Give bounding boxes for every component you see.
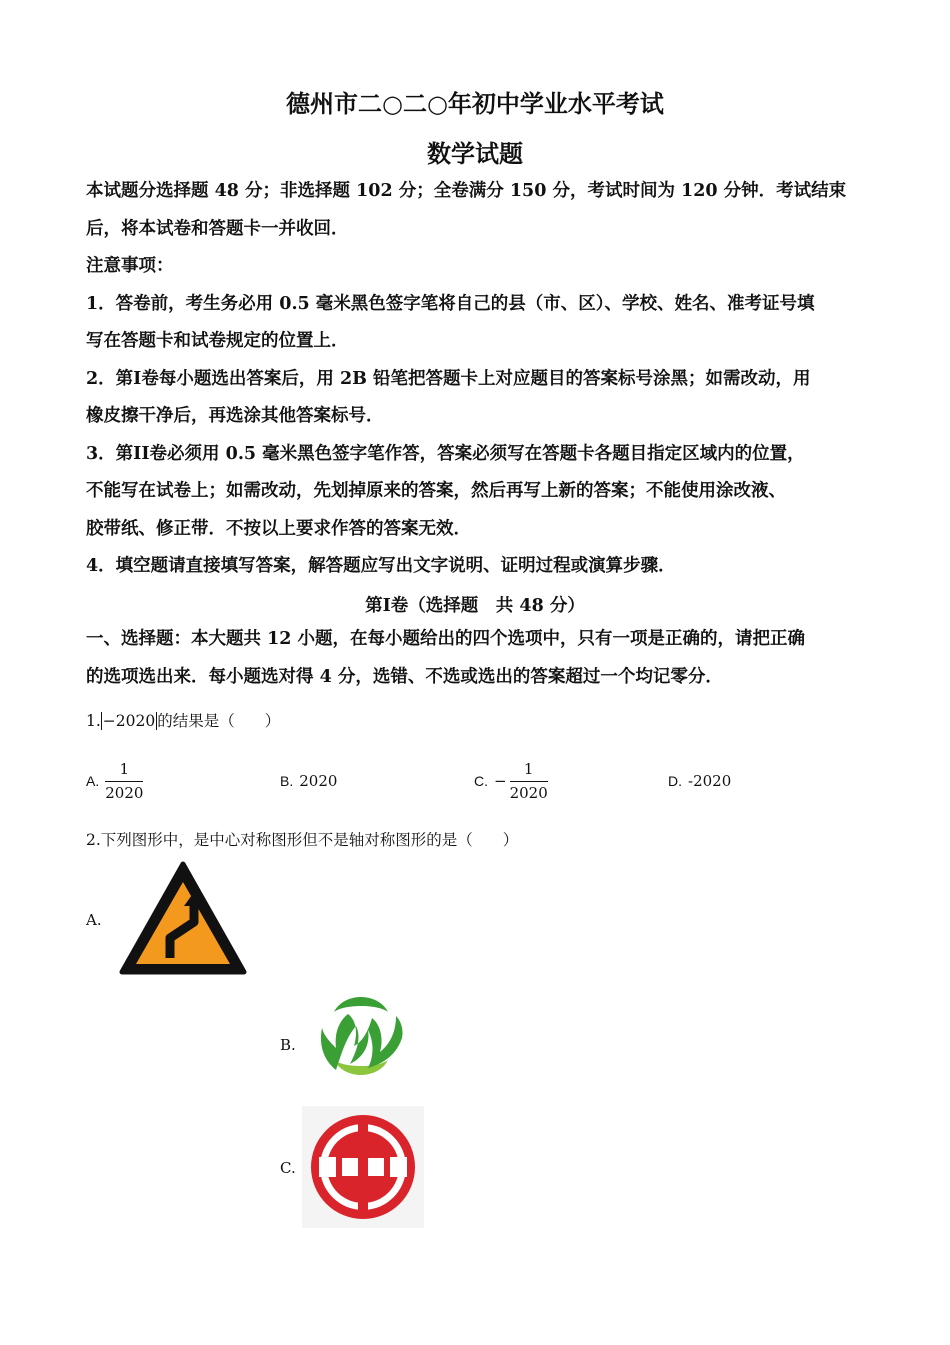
- absolute-value: −2020: [102, 712, 156, 730]
- option-letter: C.: [474, 773, 488, 789]
- q1-option-c[interactable]: [474, 760, 548, 802]
- q2-option-b-label[interactable]: B.: [280, 1036, 296, 1054]
- option-value: 2020: [299, 772, 338, 790]
- numerator: 1: [119, 760, 130, 778]
- note-1-line: 1．答卷前，考生务必用 0.5 毫米黑色签字笔将自己的县（市、区）、学校、姓名、准考证号填: [86, 293, 815, 314]
- numerator: 1: [523, 760, 534, 778]
- exam-title: 德州市二○二○年初中学业水平考试: [286, 89, 664, 118]
- q1-option-d[interactable]: [668, 772, 731, 790]
- q2-option-c-label[interactable]: C.: [280, 1159, 296, 1177]
- fraction: [105, 760, 143, 802]
- note-2-line: 橡皮擦干净后，再选涂其他答案标号．: [86, 406, 384, 426]
- note-3-line: 不能写在试卷上；如需改动，先划掉原来的答案，然后再写上新的答案；不能使用涂改液、: [86, 481, 786, 501]
- exam-subtitle: 数学试题: [427, 139, 523, 168]
- note-3-line: 胶带纸、修正带．不按以上要求作答的答案无效．: [86, 518, 471, 539]
- question-close: ）: [264, 712, 281, 730]
- note-4-line: 4．填空题请直接填写答案，解答题应写出文字说明、证明过程或演算步骤．: [86, 556, 676, 576]
- q2-option-a-label[interactable]: A.: [86, 911, 102, 929]
- q1-option-a[interactable]: [86, 760, 143, 802]
- option-letter: B.: [280, 773, 294, 789]
- question-1: [86, 709, 280, 731]
- notice-heading: 注意事项：: [86, 256, 174, 276]
- question-2: [86, 828, 518, 850]
- denominator: 2020: [105, 784, 144, 802]
- fraction: [510, 760, 548, 802]
- question-close: ）: [502, 831, 519, 849]
- q1-option-b[interactable]: [280, 772, 337, 790]
- section-heading: 第I卷（选择题 共 48 分）: [365, 596, 585, 616]
- option-value: -2020: [688, 772, 732, 790]
- option-letter: D.: [668, 773, 682, 789]
- question-text: 2.下列图形中，是中心对称图形但不是轴对称图形的是（: [86, 831, 473, 849]
- note-2-line: 2．第I卷每小题选出答案后，用 2B 铅笔把答题卡上对应题目的答案标号涂黑；如需改动，用: [86, 368, 811, 389]
- section-desc-line: 的选项选出来．每小题选对得 4 分，选错、不选或选出的答案超过一个均记零分．: [86, 666, 723, 687]
- note-3-line: 3．第II卷必须用 0.5 毫米黑色签字笔作答，答案必须写在答题卡各题目指定区域内的位置，: [86, 443, 805, 464]
- option-letter: A.: [86, 773, 100, 789]
- intro-block: [86, 173, 866, 586]
- intro-line: 本试题分选择题 48 分；非选择题 102 分；全卷满分 150 分，考试时间为 120 分钟．考试结束: [86, 181, 847, 201]
- red-emblem-icon[interactable]: [302, 1106, 424, 1228]
- winding-road-sign-icon[interactable]: [118, 860, 248, 978]
- note-1-line: 写在答题卡和试卷规定的位置上．: [86, 331, 349, 351]
- section-description: [86, 621, 866, 696]
- section-desc-line: 一、选择题：本大题共 12 小题，在每小题给出的四个选项中，只有一项是正确的，请把正确: [86, 629, 806, 649]
- denominator: 2020: [509, 784, 548, 802]
- green-w-logo-icon[interactable]: [312, 986, 410, 1084]
- intro-line: 后，将本试卷和答题卡一并收回．: [86, 218, 349, 239]
- question-text: 的结果是（: [157, 712, 235, 730]
- minus-sign: −: [494, 772, 507, 790]
- question-number: 1.: [86, 712, 101, 730]
